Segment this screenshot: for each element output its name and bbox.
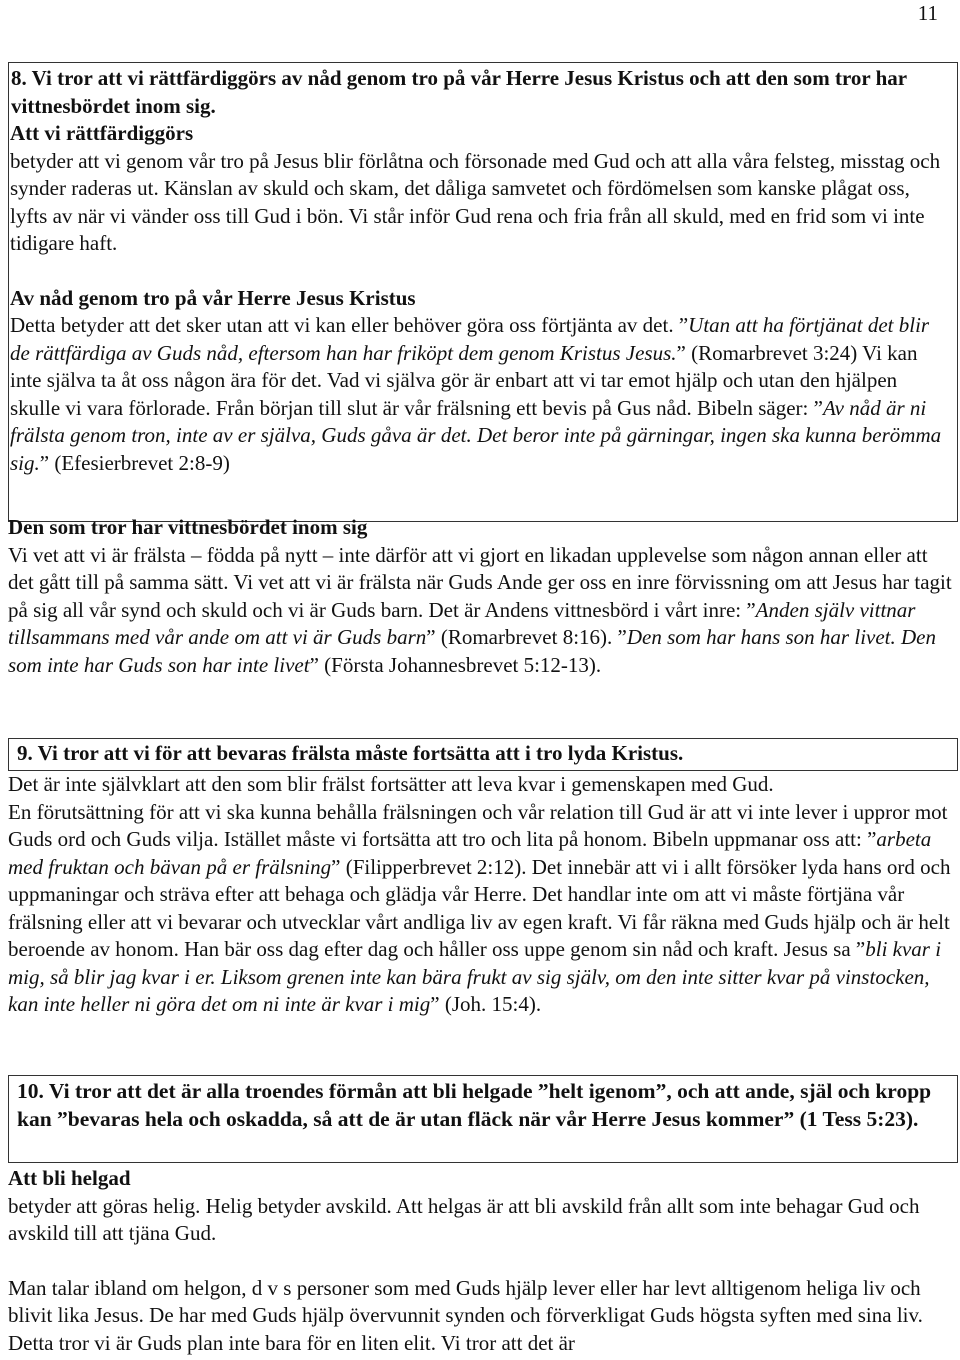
- section-10-body: [8, 1165, 958, 1357]
- section-10-box: [8, 1075, 958, 1163]
- section-8-subheading-witness: Den som tror har vittnesbördet inom sig: [8, 515, 368, 539]
- section-9-box: [8, 738, 958, 771]
- section-8-heading: 8. Vi tror att vi rättfärdiggörs av nåd genom tro på vår Herre Jesus Kristus och att den som tror har vittnesbördet inom sig.: [11, 66, 907, 118]
- section-8-paragraph-3: Vi vet att vi är frälsta – födda på nytt – inte därför att vi gjort en likadan upplevelse som någon annan eller att det gått till på samma sätt. Vi vet att vi är frälsta när Guds Ande ger oss en inre förvissning om att Jesus har tagit på sig all vår synd och skuld och vi är Guds barn. Det är Andens vittnesbörd i vårt inre: ”Anden själv vittnar tillsammans med vår ande om att vi är Guds barn” (Romarbrevet 8:16). ”Den som har hans son har livet. Den som inte har Guds son har inte livet” (Första Johannesbrevet 5:12-13).: [8, 542, 952, 677]
- section-8-paragraph-1: betyder att vi genom vår tro på Jesus blir förlåtna och försonade med Gud och att alla våra felsteg, misstag och synder raderas ut. Känslan av skuld och skam, det dåliga samvetet och fördömelsen som kanske plågat oss, lyfts av när vi vänder oss till Gud i bön. Vi står inför Gud rena och fria från all skuld, med en frid som vi inte tidigare haft.: [10, 148, 941, 255]
- section-10-heading: 10. Vi tror att det är alla troendes förmån att bli helgade ”helt igenom”, och att ande, själ och kropp kan ”bevaras hela och oskadda, så att de är utan fläck när vår Herre Jesus kommer” (1 Tess 5:23).: [17, 1079, 932, 1131]
- section-9-heading: 9. Vi tror att vi för att bevaras frälsta måste fortsätta att i tro lyda Kristus.: [17, 741, 684, 765]
- section-9-body: [8, 771, 958, 1019]
- section-10-paragraph-1: betyder att göras helig. Helig betyder avskild. Att helgas är att bli avskild från allt som inte behagar Gud och avskild till att tjäna Gud.: [8, 1193, 920, 1245]
- section-10-paragraph-2: Man talar ibland om helgon, d v s personer som med Guds hjälp lever eller har levt alltigenom heliga liv och blivit lika Jesus. De har med Guds hjälp övervunnit synden och förverkligat Guds högsta syften med sina liv. Detta tror vi är Guds plan inte bara för en liten elit. Vi tror att det är: [8, 1275, 923, 1355]
- section-9-paragraph-1: Det är inte självklart att den som blir frälst fortsätter att leva kvar i gemenskapen med Gud.: [8, 772, 774, 796]
- page-number: 11: [917, 1, 938, 25]
- section-8-subheading-justification: Att vi rättfärdiggörs: [10, 121, 194, 145]
- section-8-witness-block: [8, 514, 958, 679]
- section-10-subheading: Att bli helgad: [8, 1166, 131, 1190]
- section-8-paragraph-2: Detta betyder att det sker utan att vi kan eller behöver göra oss förtjänta av det. ”Utan att ha förtjänat det blir de rättfärdiga av Guds nåd, eftersom han har friköpt dem genom Kristus Jesus.” (Romarbrevet 3:24) Vi kan inte själva ta åt oss någon ära för det. Vad vi själva gör är enbart att vi tar emot hjälp och utan den hjälpen skulle vi vara förlorade. Från början till slut är vår frälsning ett bevis på Gus nåd. Bibeln säger: ”Av nåd är ni frälsta genom tron, inte av er själva, Guds gåva är det. Det beror inte på gärningar, ingen ska kunna berömma sig.” (Efesierbrevet 2:8-9): [10, 313, 942, 475]
- section-9-paragraph-2: En förutsättning för att vi ska kunna behålla frälsningen och vår relation till Gud är att vi inte lever i uppror mot Guds ord och Guds vilja. Istället måste vi fortsätta att tro och lita på honom. Bibeln uppmanar oss att: ”arbeta med fruktan och bävan på er frälsning” (Filipperbrevet 2:12). Det innebär att vi i allt försöker lyda hans ord och uppmaningar och sträva efter att behaga och glädja vår Herre. Det handlar inte om att vi måste förtjäna vår frälsning eller att vi bevarar och utvecklar vårt andliga liv av egen kraft. Vi får räkna med Guds hjälp och är helt beroende av honom. Han bär oss dag efter dag och håller oss uppe genom sin nåd och kraft. Jesus sa ”bli kvar i mig, så blir jag kvar i er. Liksom grenen inte kan bära frukt av sig själv, om den inte sitter kvar på vinstocken, kan inte heller ni göra det om ni inte är kvar i mig” (Joh. 15:4).: [8, 799, 951, 1016]
- section-8-box: [8, 62, 958, 522]
- section-8-subheading-grace: Av nåd genom tro på vår Herre Jesus Kristus: [10, 285, 416, 310]
